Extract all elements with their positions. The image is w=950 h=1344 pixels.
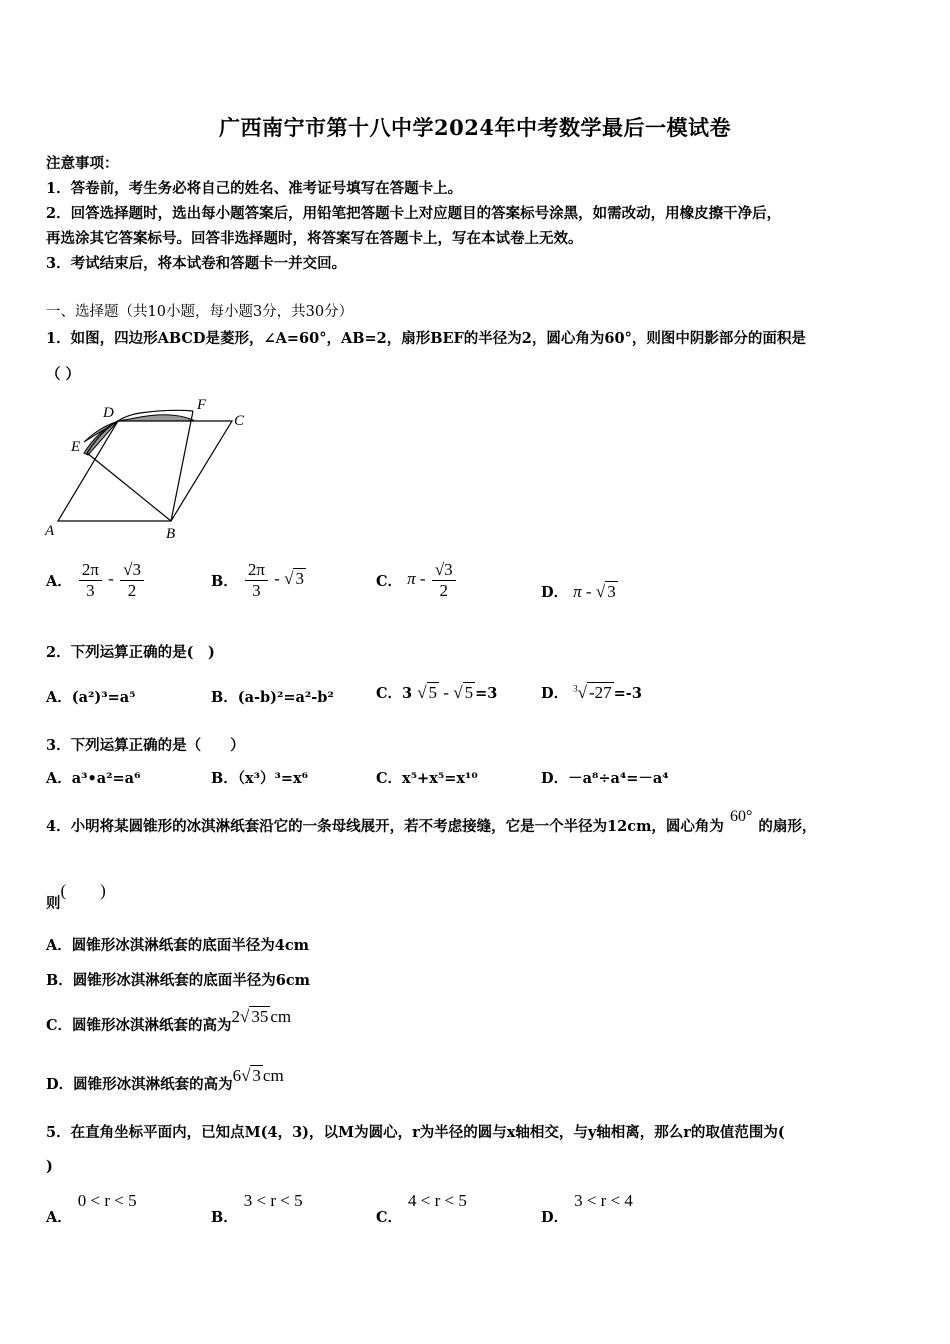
q2-option-a <box>46 686 135 707</box>
q1-c-frac: $\frac{√3}{2}$ <box>432 560 456 601</box>
q1-option-d-label: D． <box>541 584 569 601</box>
notice-heading: 注意事项： <box>46 155 119 172</box>
q1-b-minus: - <box>274 569 280 589</box>
q1-c-den: 2 <box>439 581 448 600</box>
q1-b-den: 3 <box>252 581 261 600</box>
section-heading: 一、选择题（共10小题，每小题3分，共30分） <box>46 304 354 320</box>
q1-a-den2: 2 <box>127 581 137 600</box>
q2-c-coef: 3 <box>402 685 413 702</box>
q1-b-num: 2π <box>245 560 268 581</box>
q2-a-text: (a²)³=a⁵ <box>71 689 136 706</box>
q1-b-frac <box>245 560 268 601</box>
q4-c-rad: 35 <box>251 1007 269 1026</box>
q1-a-minus: - <box>108 569 114 589</box>
q1-d-minus: - <box>585 582 592 601</box>
q3-c-text: x⁵+x⁵=x¹⁰ <box>402 770 478 787</box>
rhombus-sector-figure <box>40 395 260 545</box>
q1-a-den: 3 <box>86 581 95 600</box>
page-title: 广西南宁市第十八中学2024年中考数学最后一模试卷 <box>219 115 731 140</box>
q5-option-b <box>211 1190 303 1226</box>
q2-option-b <box>211 686 334 707</box>
label-d: D <box>103 405 114 421</box>
q2-d-label: D． <box>541 685 569 702</box>
q4-stem-end: 的扇形， <box>758 818 817 835</box>
q2-b-label: B． <box>211 689 238 706</box>
q4-option-a: A．圆锥形冰淇淋纸套的底面半径为4cm <box>46 937 310 954</box>
q1-a-frac2: $\frac{√3}{2}$ <box>120 560 144 601</box>
q5-stem: 5．在直角坐标平面内，已知点M(4，3)，以M为圆心，r为半径的圆与x轴相交，与y轴相离，那么r的取值范围为( <box>46 1124 785 1141</box>
q2-c-rad1: 5 <box>428 683 438 702</box>
q2-d-index: 3 <box>573 683 578 694</box>
label-c: C <box>234 413 245 429</box>
q2-b-text: (a-b)²=a²-b² <box>237 689 334 706</box>
q2-option-c: C．3 √ 5 - √ 5 =3 <box>376 683 498 702</box>
notice-item-2: 2．回答选择题时，选出每小题答案后，用铅笔把答题卡上对应题目的答案标号涂黑，如需改动，用橡皮擦干净后， <box>46 205 782 222</box>
q5-option-d <box>541 1190 633 1226</box>
q5-c-text: 4 < r < 5 <box>408 1191 467 1210</box>
q3-b-text: （x³）³=x⁶ <box>237 770 309 787</box>
q1-stem: 1．如图，四边形ABCD是菱形，∠A=60°，AB=2，扇形BEF的半径为2，圆心角为60°，则图中阴影部分的面积是 <box>46 330 806 347</box>
q1-c-pi: π <box>407 569 416 589</box>
label-b: B <box>166 526 176 542</box>
q1-option-b-label: B． <box>211 572 238 590</box>
q1-d-pi: π <box>573 582 582 601</box>
label-a: A <box>45 523 55 539</box>
q4-paren: ( ) <box>60 881 106 900</box>
q1-c-rad: 3 <box>444 560 453 579</box>
q1-option-c-label: C． <box>376 572 403 590</box>
q2-c-eq: =3 <box>475 685 498 702</box>
q2-d-rad: -27 <box>588 683 612 702</box>
rhombus-abcd <box>58 421 232 521</box>
q3-option-a <box>46 767 140 788</box>
q2-stem: 2．下列运算正确的是( ) <box>46 644 215 661</box>
q5-stem-end: ) <box>46 1158 53 1175</box>
q3-d-label: D． <box>541 770 569 787</box>
q4-c-coef: 2 <box>231 1007 241 1026</box>
q5-b-label: B． <box>211 1209 238 1226</box>
q5-option-a <box>46 1190 137 1226</box>
q1-option-a <box>46 560 146 601</box>
q3-a-text: a³•a²=a⁶ <box>71 770 141 787</box>
q5-c-label: C． <box>376 1209 403 1226</box>
q5-a-text: 0 < r < 5 <box>77 1191 137 1210</box>
q1-stem-paren: （ ） <box>46 366 81 383</box>
q4-option-c: C．圆锥形冰淇淋纸套的高为2√ 35 cm <box>46 1007 292 1034</box>
q4-c-unit: cm <box>270 1007 292 1026</box>
q3-option-d <box>541 767 669 788</box>
notice-item-3: 3．考试结束后，将本试卷和答题卡一并交回。 <box>46 255 347 272</box>
q2-c-minus: - <box>443 683 449 702</box>
notice-item-2-cont: 再选涂其它答案标号。回答非选择题时，将答案写在答题卡上，写在本试卷上无效。 <box>46 230 583 247</box>
q4-option-d: D．圆锥形冰淇淋纸套的高为6√ 3 cm <box>46 1066 284 1093</box>
q4-d-coef: 6 <box>232 1066 242 1085</box>
q5-b-text: 3 < r < 5 <box>243 1191 303 1210</box>
q5-d-label: D． <box>541 1209 569 1226</box>
q2-a-label: A． <box>46 689 72 706</box>
notice-item-1: 1．答卷前，考生务必将自己的姓名、准考证号填写在答题卡上。 <box>46 180 463 197</box>
q1-a-rad: 3 <box>132 560 141 579</box>
q1-option-b: B． $\frac{2\pi}{3}$ - √ 3 <box>211 560 304 600</box>
q1-option-d: D． π - √ 3 <box>541 582 616 601</box>
label-e: E <box>71 439 81 455</box>
q3-option-b <box>211 767 308 788</box>
q3-c-label: C． <box>376 770 403 787</box>
q3-stem: 3．下列运算正确的是（ ） <box>46 737 245 754</box>
q1-option-c <box>376 560 458 601</box>
q3-a-label: A． <box>46 770 72 787</box>
q5-d-text: 3 < r < 4 <box>574 1191 633 1210</box>
q1-option-a-label: A． <box>46 572 72 590</box>
q4-then: 则 <box>46 895 61 912</box>
q4-d-rad: 3 <box>252 1066 261 1085</box>
q3-d-text: －a⁸÷a⁴=－a⁴ <box>568 770 669 787</box>
q2-option-d: D． $^3$√ -27 =-3 <box>541 683 642 702</box>
q4-d-text: D．圆锥形冰淇淋纸套的高为 <box>46 1076 233 1093</box>
q5-a-label: A． <box>46 1209 72 1226</box>
segment-bf <box>171 411 193 521</box>
q4-angle: 60° <box>729 808 753 825</box>
q2-c-rad2: 5 <box>464 683 474 702</box>
q4-stem-then <box>46 881 106 913</box>
q2-d-eq: =-3 <box>613 685 642 702</box>
q1-c-minus: - <box>419 569 426 589</box>
q1-a-num: 2π <box>79 560 102 581</box>
q1-b-rad: 3 <box>295 569 304 589</box>
q1-d-rad: 3 <box>607 582 616 601</box>
q3-option-c <box>376 767 478 788</box>
segment-be <box>87 453 171 521</box>
label-f: F <box>197 397 207 413</box>
q1-a-frac1 <box>79 560 102 601</box>
q2-c-label: C． <box>376 685 403 702</box>
q5-option-c <box>376 1190 467 1226</box>
q4-option-b: B．圆锥形冰淇淋纸套的底面半径为6cm <box>46 972 311 989</box>
q4-stem-text: 4．小明将某圆锥形的冰淇淋纸套沿它的一条母线展开，若不考虑接缝，它是一个半径为12cm，圆心角为 <box>46 818 724 835</box>
q4-c-text: C．圆锥形冰淇淋纸套的高为 <box>46 1017 232 1034</box>
q4-d-unit: cm <box>262 1066 284 1085</box>
q4-stem <box>46 808 817 836</box>
q3-b-label: B． <box>211 770 238 787</box>
